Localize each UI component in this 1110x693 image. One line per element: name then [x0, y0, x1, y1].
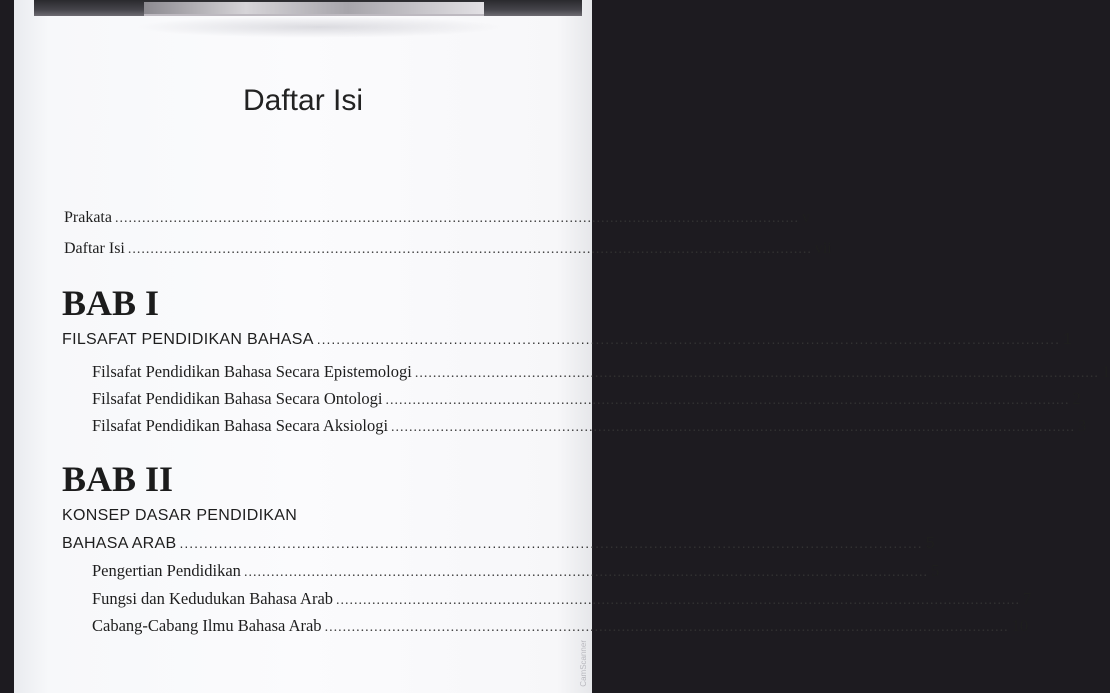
- toc-entry-page: 5: [925, 535, 935, 552]
- toc-chapter-2-title[interactable]: [62, 535, 935, 553]
- book-page: [14, 0, 1110, 693]
- dot-leader: ........................................................................................................................................................: [243, 565, 928, 580]
- toc-entry-label: BAHASA ARAB: [62, 535, 177, 552]
- toc-entry-page: 10: [1011, 616, 1029, 635]
- page-shadow: [134, 16, 504, 38]
- toc-entry-prakata[interactable]: [64, 209, 810, 227]
- toc-entry-page: v: [801, 209, 810, 226]
- dot-leader: ........................................................................................................................................................: [114, 211, 799, 226]
- toc-entry-page: 5: [930, 561, 940, 580]
- toc-entry-page: vii: [814, 240, 832, 257]
- toc-section[interactable]: [92, 561, 940, 581]
- toc-entry-daftar-isi[interactable]: [64, 240, 832, 258]
- dot-leader: ........................................................................................................................................................: [127, 242, 812, 257]
- cover-strip: [144, 2, 484, 16]
- toc-section[interactable]: [92, 362, 1110, 382]
- scanner-watermark: CamScanner: [579, 640, 588, 687]
- toc-section[interactable]: [92, 589, 1032, 609]
- chapter-heading-bab-2: BAB II: [62, 459, 174, 499]
- toc-entry-label: Filsafat Pendidikan Bahasa Secara Ontologi: [92, 389, 383, 408]
- toc-entry-page: 3: [1078, 416, 1087, 435]
- toc-entry-page: 1: [1101, 362, 1110, 381]
- toc-section[interactable]: [92, 416, 1087, 436]
- toc-entry-page: 7: [1023, 589, 1032, 608]
- toc-section[interactable]: [92, 389, 1081, 409]
- dot-leader: ........................................................................................................................................................: [385, 393, 1070, 408]
- dot-leader: ........................................................................................................................................................: [414, 366, 1099, 381]
- dot-leader: ........................................................................................................................................................: [391, 420, 1076, 435]
- dot-leader: ........................................................................................................................................................: [179, 535, 923, 551]
- toc-entry-page: 2: [1072, 389, 1081, 408]
- toc-entry-label: Prakata: [64, 209, 112, 226]
- toc-section[interactable]: [92, 616, 1029, 636]
- toc-entry-label: Daftar Isi: [64, 240, 125, 257]
- toc-entry-label: Pengertian Pendidikan: [92, 561, 241, 580]
- dot-leader: ........................................................................................................................................................: [336, 593, 1021, 608]
- dot-leader: ........................................................................................................................................................: [324, 620, 1009, 635]
- dot-leader: ........................................................................................................................................................: [316, 331, 1060, 347]
- toc-entry-label: Filsafat Pendidikan Bahasa Secara Epistemologi: [92, 362, 412, 381]
- toc-entry-label: Fungsi dan Kedudukan Bahasa Arab: [92, 589, 334, 608]
- toc-entry-label: FILSAFAT PENDIDIKAN BAHASA: [62, 331, 314, 348]
- chapter-heading-bab-1: BAB I: [62, 283, 160, 323]
- page-title: Daftar Isi: [242, 84, 364, 117]
- toc-entry-label: Filsafat Pendidikan Bahasa Secara Aksiologi: [92, 416, 389, 435]
- toc-chapter-1-title[interactable]: [62, 331, 1073, 349]
- toc-chapter-2-title-line1[interactable]: KONSEP DASAR PENDIDIKAN: [62, 507, 298, 524]
- toc-entry-label: Cabang-Cabang Ilmu Bahasa Arab: [92, 616, 322, 635]
- toc-entry-page: 1: [1062, 331, 1073, 348]
